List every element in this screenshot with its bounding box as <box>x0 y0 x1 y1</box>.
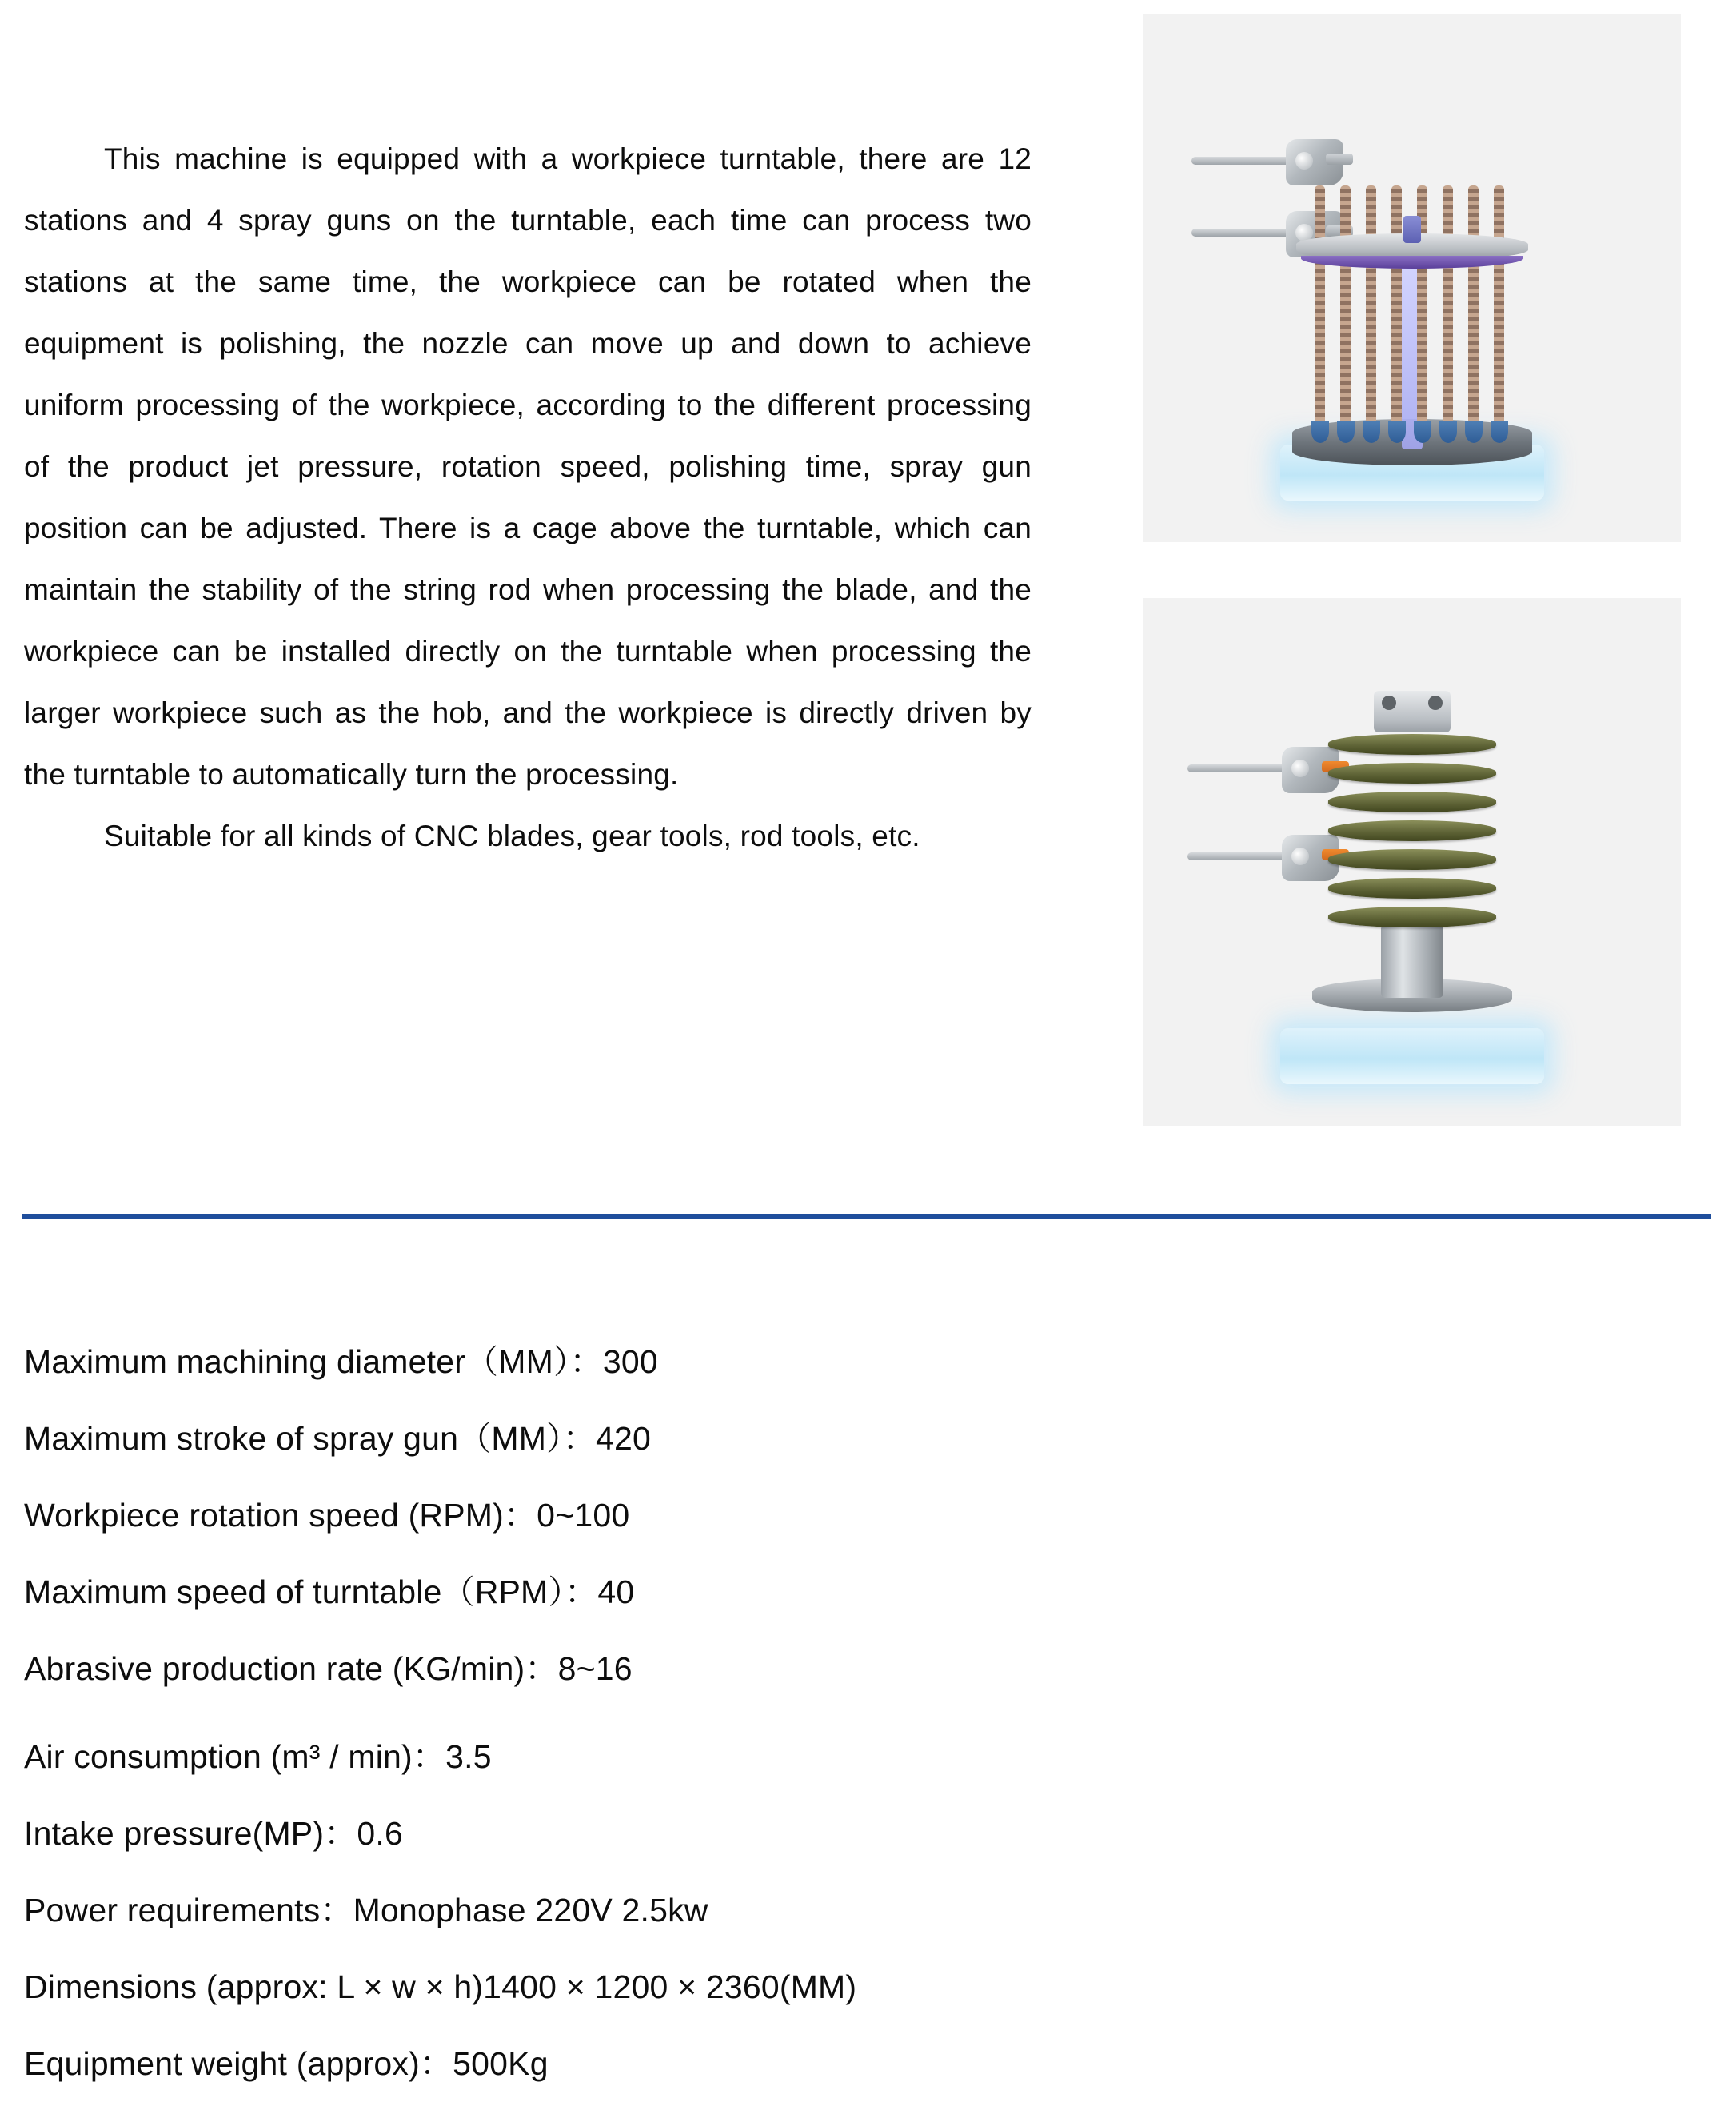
hob-disc <box>1328 820 1496 841</box>
description-paragraph-1: This machine is equipped with a workpiece turntable, there are 12 stations and 4 spray guns on the turntable, each time can process two stations at the same time, the workpiece can be rotated when the equipment is polishing, the nozzle can move up and down to achieve uniform processing of the workpiece, according to the different processing of the product jet pressure, rotation speed, polishing time, spray gun position can be adjusted. There is a cage above the turntable, which can maintain the stability of the string rod when processing the blade, and the workpiece can be installed directly on the turntable when processing the larger workpiece such as the hob, and the workpiece is directly driven by the turntable to automatically turn the processing. <box>24 142 1032 791</box>
string-rod <box>1340 185 1351 425</box>
hob-disc <box>1328 763 1496 784</box>
cage-spindle <box>1403 216 1421 243</box>
spec-item: Intake pressure(MP)：0.6 <box>24 1815 403 1852</box>
gun-barrel <box>1187 852 1291 860</box>
rod-tip <box>1465 421 1483 443</box>
fixture-knob <box>1428 696 1443 710</box>
spray-gun-upper-icon <box>1187 742 1339 798</box>
rod-tip <box>1337 421 1355 443</box>
hob-disc <box>1328 792 1496 812</box>
specifications-list <box>24 1323 1623 2102</box>
gun-barrel <box>1187 764 1291 772</box>
hob-cutter-on-turntable-photo <box>1143 598 1681 1126</box>
hob-disc <box>1328 878 1496 899</box>
spec-item: Maximum stroke of spray gun（MM）：420 <box>24 1420 651 1457</box>
section-divider <box>22 1214 1711 1219</box>
spray-gun-lower-icon <box>1187 830 1339 886</box>
hob-disc <box>1328 907 1496 927</box>
gun-barrel <box>1191 157 1295 165</box>
spec-item: Dimensions (approx: L × w × h)1400 × 1200 × 2360(MM) <box>24 1968 857 2005</box>
rod-tip <box>1311 421 1329 443</box>
hob-disc <box>1328 734 1496 755</box>
cage-top-band <box>1301 256 1523 269</box>
string-rod <box>1494 185 1504 425</box>
string-rod <box>1443 185 1453 425</box>
string-rod <box>1366 185 1376 425</box>
rod-tip <box>1363 421 1380 443</box>
description-paragraph-2: Suitable for all kinds of CNC blades, gear tools, rod tools, etc. <box>104 820 920 852</box>
spec-item: Air consumption (m³ / min)：3.5 <box>24 1738 492 1775</box>
turntable-with-string-rods-photo <box>1143 14 1681 542</box>
string-rod <box>1315 185 1325 425</box>
gun-barrel <box>1191 229 1295 237</box>
spec-item: Maximum machining diameter（MM）：300 <box>24 1343 658 1380</box>
spec-item: Maximum speed of turntable（RPM）：40 <box>24 1574 635 1610</box>
rod-tip <box>1439 421 1457 443</box>
rod-tip <box>1491 421 1508 443</box>
hob-cutter <box>1324 726 1500 966</box>
hob-top-fixture <box>1374 691 1451 732</box>
description-text-column <box>24 128 1032 867</box>
rod-tip <box>1388 421 1406 443</box>
spec-item: Abrasive production rate (KG/min)：8~16 <box>24 1650 633 1687</box>
rod-tip <box>1414 421 1431 443</box>
string-rod <box>1468 185 1479 425</box>
gun-tip <box>1326 154 1353 165</box>
spec-item: Power requirements：Monophase 220V 2.5kw <box>24 1892 708 1928</box>
spec-item: Equipment weight (approx)：500Kg <box>24 2045 549 2082</box>
spray-gun-upper-icon <box>1191 134 1343 190</box>
string-rod-assembly <box>1308 185 1516 425</box>
fixture-knob <box>1382 696 1396 710</box>
hob-disc <box>1328 849 1496 870</box>
product-image-column <box>1143 14 1681 1126</box>
spec-item: Workpiece rotation speed (RPM)：0~100 <box>24 1497 630 1534</box>
light-stage <box>1280 1028 1544 1084</box>
string-rod <box>1391 185 1402 425</box>
